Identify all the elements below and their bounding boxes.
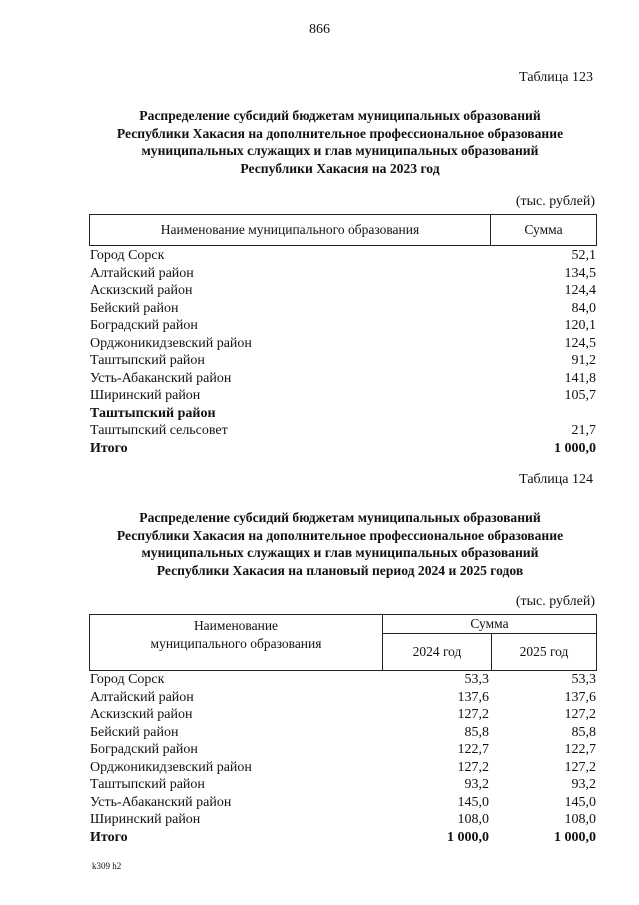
row-value-2024: 108,0 [457,812,489,827]
row-value-2025: 85,8 [571,724,596,740]
row-value-2024: 122,7 [457,742,489,757]
row-name: Таштыпский район [90,777,205,792]
table-123-label: Таблица 123 [519,70,593,85]
row-value: 134,5 [564,265,596,281]
table-row [90,794,596,812]
table-row [90,265,596,283]
row-value-2024: 137,6 [457,689,489,705]
row-value-2024: 93,2 [464,777,489,792]
table-total-row [90,829,596,847]
title-line: Республики Хакасия на дополнительное профессиональное образование [116,527,564,543]
table-row [90,335,596,353]
row-value-2024: 85,8 [464,724,489,740]
title-line: Республики Хакасия на 2023 год [240,160,440,176]
row-value: 105,7 [564,388,596,403]
row-name: Итого [90,829,128,845]
table-row [90,282,596,300]
column-header-name: Наименование муниципального образования [90,215,491,246]
row-name: Таштыпский сельсовет [90,423,228,438]
row-name: Бейский район [90,300,179,316]
row-name: Алтайский район [90,265,194,281]
row-name: Орджоникидзевский район [90,759,252,775]
table-123-header [89,214,597,246]
row-value: 141,8 [564,370,596,386]
row-value: 124,5 [564,335,596,351]
row-name: Ширинский район [90,812,201,827]
document-code: k309 h2 [92,861,122,871]
row-value-2024: 145,0 [457,794,489,810]
row-value-2025: 127,2 [564,707,596,722]
row-name: Аскизский район [90,707,193,722]
column-header-name-line: муниципального образования [150,636,322,651]
table-124-label: Таблица 124 [519,472,593,487]
row-name: Итого [90,440,128,456]
row-value: 1 000,0 [554,440,596,456]
table-124-title [70,509,610,579]
row-value-2024: 127,2 [457,759,489,775]
table-row [90,689,596,707]
table-123-units: (тыс. рублей) [515,194,595,209]
table-row [90,247,596,265]
table-124-body [90,671,596,846]
row-value: 91,2 [571,353,596,368]
table-row [90,706,596,724]
column-header-name-line: Наименование [193,618,279,633]
table-total-row [90,440,596,458]
row-name: Усть-Абаканский район [90,794,232,810]
table-group-row [90,405,596,423]
row-value: 21,7 [571,423,596,438]
title-line: Распределение субсидий бюджетам муниципальных образований [139,510,541,525]
row-value-2024: 127,2 [457,707,489,722]
column-header-2025: 2025 год [492,634,597,671]
table-row [90,352,596,370]
row-name: Алтайский район [90,689,194,705]
row-value-2024: 53,3 [464,672,489,687]
table-row [90,759,596,777]
row-value-2025: 127,2 [564,759,596,775]
title-line: муниципальных служащих и глав муниципальных образований [141,545,539,560]
row-value-2025: 137,6 [564,689,596,705]
row-value-2025: 1 000,0 [554,829,596,845]
row-value-2025: 93,2 [571,777,596,792]
row-value: 120,1 [564,318,596,333]
row-value: 84,0 [571,300,596,316]
table-row [90,387,596,405]
row-value-2025: 145,0 [564,794,596,810]
column-header-sum: Сумма [383,615,597,634]
table-124-header [89,614,597,671]
row-value-2024: 1 000,0 [447,829,489,845]
row-name: Город Сорск [90,672,165,687]
table-row [90,811,596,829]
table-123-title [70,107,610,177]
table-row [90,300,596,318]
row-name: Ширинский район [90,388,201,403]
row-value-2025: 53,3 [571,672,596,687]
row-name: Боградский район [90,742,198,757]
table-row [90,370,596,388]
title-line: Распределение субсидий бюджетам муниципальных образований [139,108,541,123]
table-row [90,317,596,335]
row-name: Усть-Абаканский район [90,370,232,386]
table-123-body [90,247,596,457]
row-name: Таштыпский район [90,405,216,421]
title-line: Республики Хакасия на дополнительное профессиональное образование [116,125,564,141]
table-row [90,776,596,794]
table-row [90,724,596,742]
row-value: 52,1 [571,248,596,263]
page-number: 866 [309,22,330,37]
row-name: Таштыпский район [90,353,205,368]
row-value-2025: 108,0 [564,812,596,827]
table-row [90,741,596,759]
table-row [90,671,596,689]
row-name: Бейский район [90,724,179,740]
table-124-units: (тыс. рублей) [515,594,595,609]
title-line: муниципальных служащих и глав муниципальных образований [141,143,539,158]
row-value: 124,4 [564,283,596,298]
row-name: Боградский район [90,318,198,333]
row-name: Аскизский район [90,283,193,298]
row-value-2025: 122,7 [564,742,596,757]
column-header-2024: 2024 год [383,634,492,671]
title-line: Республики Хакасия на плановый период 2024 и 2025 годов [156,562,524,578]
row-name: Город Сорск [90,248,165,263]
column-header-name [90,615,383,671]
row-name: Орджоникидзевский район [90,335,252,351]
table-row [90,422,596,440]
column-header-sum: Сумма [491,215,597,246]
